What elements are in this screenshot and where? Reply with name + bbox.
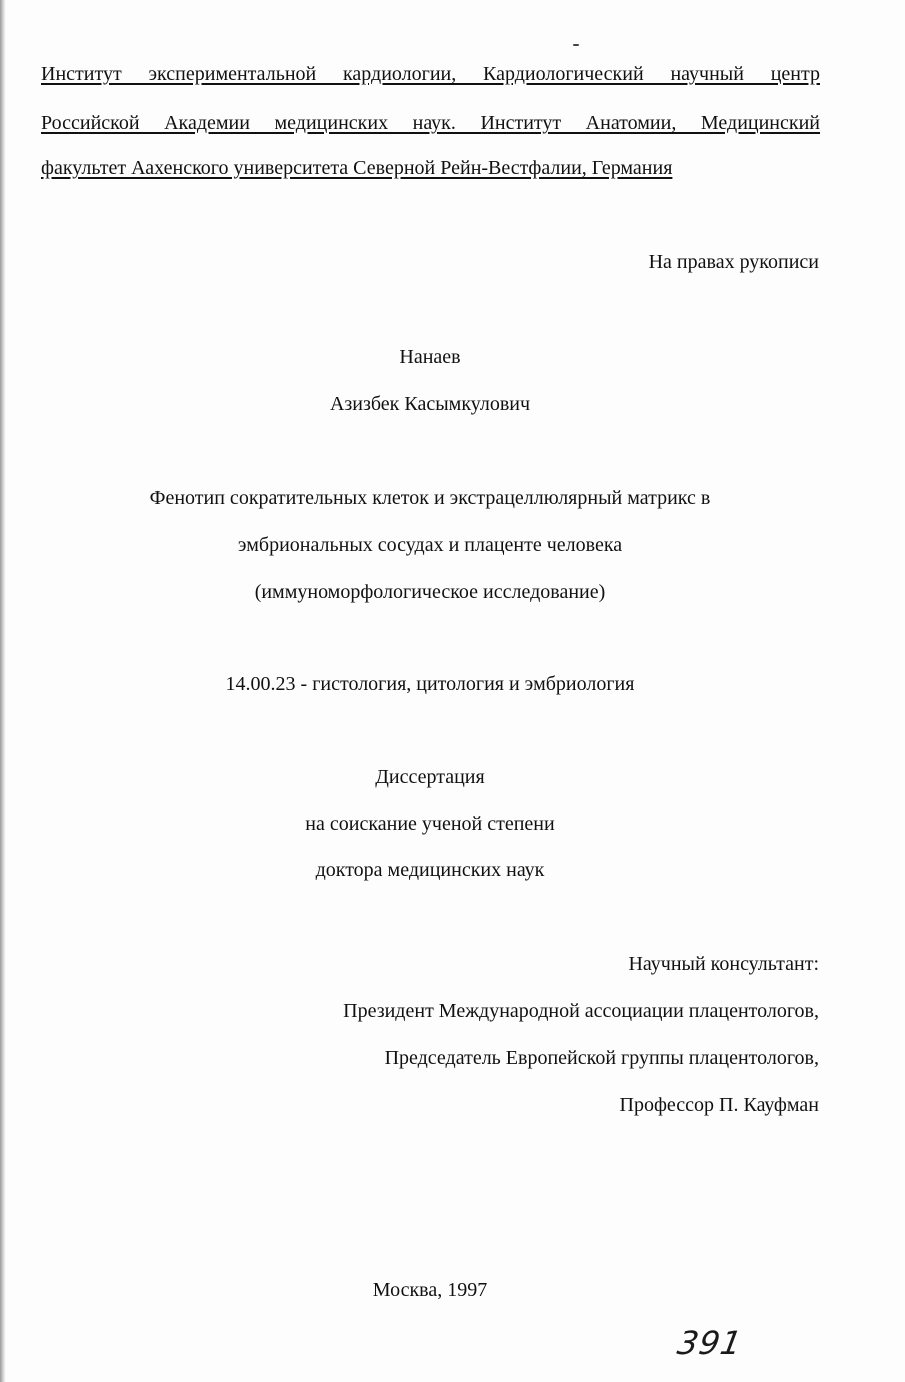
author-given-names: Азизбек Касымкулович [329, 393, 531, 415]
scan-speck [573, 44, 579, 46]
institution-line-2: Российской Академии медицинских наук. Институт Анатомии, Медицинский [41, 112, 820, 134]
degree-line-3: доктора медицинских наук [315, 859, 545, 881]
consultant-name: Профессор П. Кауфман [619, 1094, 819, 1116]
consultant-line-2: Председатель Европейской группы плацентологов, [384, 1047, 819, 1069]
dissertation-title-line-3: (иммуноморфологическое исследование) [254, 581, 606, 603]
handwritten-page-number: 391 [674, 1324, 746, 1362]
dissertation-title-line-2: эмбриональных сосудах и плаценте человека [237, 534, 623, 556]
manuscript-note: На правах рукописи [648, 251, 819, 273]
degree-line-1: Диссертация [375, 766, 485, 788]
institution-line-1: Институт экспериментальной кардиологии, Кардиологический научный центр [41, 63, 820, 85]
place-and-year: Москва, 1997 [372, 1279, 488, 1301]
author-surname: Нанаев [399, 346, 461, 368]
specialty-code: 14.00.23 - гистология, цитология и эмбриология [225, 673, 635, 695]
dissertation-title-line-1: Фенотип сократительных клеток и экстрацеллюлярный матрикс в [149, 487, 711, 509]
institution-line-3: факультет Аахенского университета Северной Рейн-Вестфалии, Германия [41, 157, 673, 179]
consultant-heading: Научный консультант: [628, 953, 819, 975]
consultant-line-1: Президент Международной ассоциации плацентологов, [343, 1000, 819, 1022]
degree-line-2: на соискание ученой степени [305, 813, 555, 835]
